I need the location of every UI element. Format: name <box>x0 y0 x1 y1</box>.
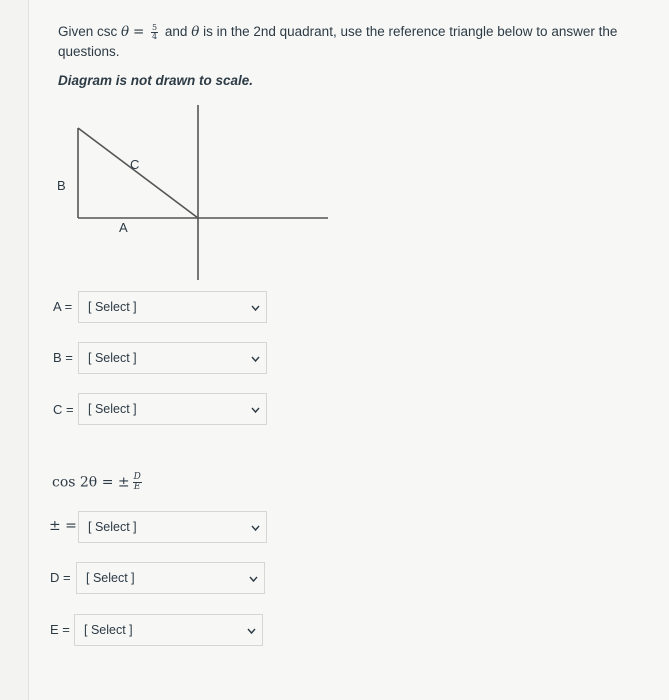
select-pm-value: [ Select ] <box>88 520 137 534</box>
theta-symbol: θ <box>191 24 200 40</box>
hypotenuse-c-line <box>78 128 198 218</box>
formula-fraction <box>133 473 142 492</box>
chevron-down-icon <box>251 524 260 532</box>
select-pm-label: ± = <box>49 518 77 534</box>
question-text <box>58 22 638 61</box>
select-e-label: E = <box>50 622 70 637</box>
chevron-down-icon <box>251 304 260 312</box>
formula-lhs: cos 2θ = ± <box>52 474 130 491</box>
formula-numerator: D <box>133 472 141 482</box>
triangle-svg <box>50 95 340 290</box>
select-d-dropdown[interactable] <box>76 562 265 594</box>
select-b-dropdown[interactable] <box>78 342 267 374</box>
select-pm-dropdown[interactable] <box>78 511 267 543</box>
chevron-down-icon <box>247 627 256 635</box>
intro-mid: and <box>164 24 188 39</box>
select-c-value: [ Select ] <box>88 402 137 416</box>
select-b-label: B = <box>53 350 73 365</box>
csc-fraction <box>151 24 158 41</box>
intro-prefix: Given csc <box>58 24 118 39</box>
chevron-down-icon <box>251 406 260 414</box>
select-d-label: D = <box>50 570 71 585</box>
select-d-value: [ Select ] <box>86 571 135 585</box>
select-a-dropdown[interactable] <box>78 291 267 323</box>
theta-symbol: θ <box>121 24 130 40</box>
select-b-value: [ Select ] <box>88 351 137 365</box>
select-e-value: [ Select ] <box>84 623 133 637</box>
select-a-label: A = <box>53 299 73 314</box>
equals-sign: = <box>132 24 145 40</box>
label-a: A <box>119 220 128 235</box>
label-c: C <box>130 157 140 172</box>
formula-denominator: E <box>133 482 141 492</box>
select-c-label: C = <box>53 402 74 417</box>
select-a-value: [ Select ] <box>88 300 137 314</box>
reference-triangle-diagram <box>50 95 340 290</box>
select-e-dropdown[interactable] <box>74 614 263 646</box>
fraction-denominator: 4 <box>152 31 158 41</box>
label-b: B <box>57 178 66 193</box>
double-angle-formula <box>52 473 145 492</box>
chevron-down-icon <box>251 355 260 363</box>
diagram-note: Diagram is not drawn to scale. <box>58 73 254 88</box>
chevron-down-icon <box>249 575 258 583</box>
intro-suffix: is in the 2nd quadrant, use the reference triangle below to answer the questions. <box>58 24 618 59</box>
select-c-dropdown[interactable] <box>78 393 267 425</box>
fraction-numerator: 5 <box>152 22 158 32</box>
